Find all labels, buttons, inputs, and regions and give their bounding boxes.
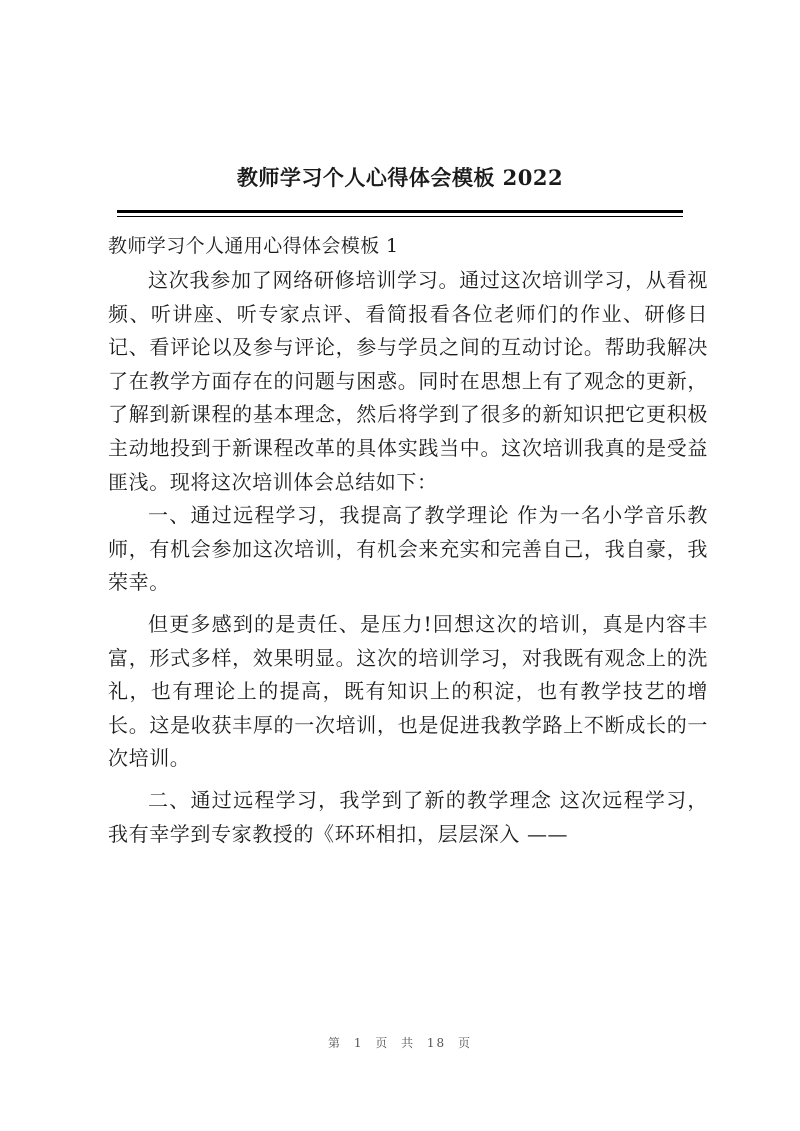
- document-title: 教师学习个人心得体会模板 2022: [236, 165, 564, 190]
- document-body: [108, 230, 708, 851]
- paragraph-point-one: 一、通过远程学习，我提高了教学理论 作为一名小学音乐教师，有机会参加这次培训，有机会来充实和完善自己，我自豪，我荣幸。: [108, 503, 708, 595]
- paragraph-intro: 这次我参加了网络研修培训学习。通过这次培训学习，从看视频、听讲座、听专家点评、看简报看各位老师们的作业、研修日记、看评论以及参与评论，参与学员之间的互动讨论。帮助我解决了在教学方面存在的问题与困惑。同时在思想上有了观念的更新，了解到新课程的基本理念，然后将学到了很多的新知识把它更积极主动地投到于新课程改革的具体实践当中。这次培训我真的是受益匪浅。现将这次培训体会总结如下：: [108, 268, 708, 494]
- section-subtitle: 教师学习个人通用心得体会模板 1: [108, 235, 399, 257]
- paragraph-responsibility: 但更多感到的是责任、是压力!回想这次的培训，真是内容丰富，形式多样，效果明显。这次的培训学习，对我既有观念上的洗礼，也有理论上的提高，既有知识上的积淀，也有教学技艺的增长。这是收获丰厚的一次培训，也是促进我教学路上不断成长的一次培训。: [108, 611, 708, 771]
- page-footer: 第 1 页 共 18 页: [328, 1036, 472, 1050]
- paragraph-point-two: 二、通过远程学习，我学到了新的教学理念 这次远程学习，我有幸学到专家教授的《环环相扣，层层深入 ——: [108, 787, 708, 846]
- title-rule-thick: [117, 210, 683, 213]
- title-rule-thin: [117, 216, 683, 217]
